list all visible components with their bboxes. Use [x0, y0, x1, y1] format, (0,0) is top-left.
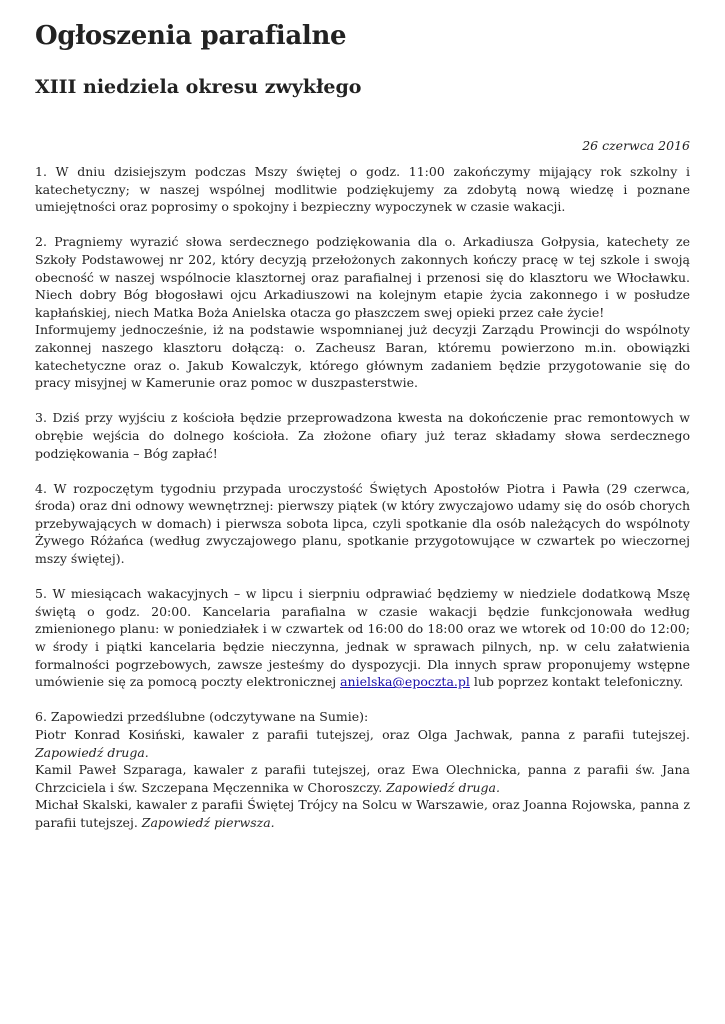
announcement-6-heading: 6. Zapowiedzi przedślubne (odczytywane na Sumie):	[35, 709, 369, 725]
banns-text: Piotr Konrad Kosiński, kawaler z parafii tutejszej, oraz Olga Jachwak, panna z parafii tutejszej.	[35, 727, 690, 742]
announcement-2: 2. Pragniemy wyrazić słowa serdecznego podziękowania dla o. Arkadiusza Gołpysia, katechety ze Szkoły Podstawowej nr 202, który decyzją przełożonych zakonnych kończy pracę w tej szkole i swoją obecność w naszej wspólnocie klasztornej oraz parafialnej i przenosi się do klasztoru we Włocławku. Niech dobry Bóg błogosławi ojcu Arkadiuszowi na kolejnym etapie życia zakonnego i w posłudze kapłańskiej, niech Matka Boża Anielska otacza go płaszczem swej opieki przez całe życie!	[35, 234, 690, 320]
banns-text: Michał Skalski, kawaler z parafii Świętej Trójcy na Solcu w Warszawie, oraz Joanna Rojowska, panna z parafii tutejszej.	[35, 797, 690, 830]
announcement-3: 3. Dziś przy wyjściu z kościoła będzie przeprowadzona kwesta na dokończenie prac remontowych w obrębie wejścia do dolnego kościoła. Za złożone ofiary już teraz składamy słowa serdecznego podziękowania – Bóg zapłać!	[35, 410, 690, 461]
banns-item	[35, 726, 690, 761]
announcement-2-continued: Informujemy jednocześnie, iż na podstawie wspomnianej już decyzji Zarządu Prowincji do wspólnoty zakonnej naszego klasztoru dołączą: o. Zacheusz Baran, któremu powierzono m.in. obowiązki katechetyczne oraz o. Jakub Kowalczyk, którego głównym zadaniem będzie przygotowanie się do pracy misyjnej w Kamerunie oraz pomoc w duszpasterstwie.	[35, 322, 690, 391]
email-link[interactable]: anielska@epoczta.pl	[340, 674, 470, 690]
banns-item	[35, 761, 690, 796]
announcement-1: 1. W dniu dzisiejszym podczas Mszy świętej o godz. 11:00 zakończymy mijający rok szkolny i katechetyczny; w naszej wspólnej modlitwie podziękujemy za zdobytą nową wiedzę i poznane umiejętności oraz poprosimy o spokojny i bezpieczny wypoczynek w czasie wakacji.	[35, 164, 690, 215]
announcement-5-text: 5. W miesiącach wakacyjnych – w lipcu i sierpniu odprawiać będziemy w niedziele dodatkową Mszę świętą o godz. 20:00. Kancelaria parafialna w czasie wakacji będzie funkcjonowała według zmienionego planu: w poniedziałek i w czwartek od 16:00 do 18:00 oraz we wtorek od 10:00 do 12:00; w środy i piątki kancelaria będzie nieczynna, jednak w sprawach pilnych, np. w celu załatwienia formalności pogrzebowych, zawsze jesteśmy do dyspozycji. Dla innych spraw proponujemy wstępne umówienie się za pomocą poczty elektronicznej	[35, 586, 690, 690]
announcement-5-tail: lub poprzez kontakt telefoniczny.	[473, 674, 684, 690]
announcement-5	[35, 585, 690, 691]
banns-item	[35, 796, 690, 831]
page-subtitle: XIII niedziela okresu zwykłego	[35, 76, 362, 98]
announcement-4: 4. W rozpoczętym tygodniu przypada uroczystość Świętych Apostołów Piotra i Pawła (29 czerwca, środa) oraz dni odnowy wewnętrznej: pierwszy piątek (w który zwyczajowo udamy się do osób chorych przebywających w domach) i pierwsza sobota lipca, czyli spotkanie dla osób należących do wspólnoty Żywego Różańca (według zwyczajowego planu, spotkanie przygotowujące w czwartek po wieczornej mszy świętej).	[35, 480, 690, 567]
banns-note: Zapowiedź druga.	[386, 779, 500, 795]
publication-date: 26 czerwca 2016	[582, 138, 690, 153]
banns-note: Zapowiedź druga.	[35, 744, 149, 760]
banns-note: Zapowiedź pierwsza.	[141, 814, 275, 830]
banns-text: Kamil Paweł Szparaga, kawaler z parafii tutejszej, oraz Ewa Olechnicka, panna z parafii św. Jana Chrzciciela i św. Szczepana Męczennika w Choroszczy.	[35, 762, 690, 795]
page-title: Ogłoszenia parafialne	[35, 21, 347, 51]
